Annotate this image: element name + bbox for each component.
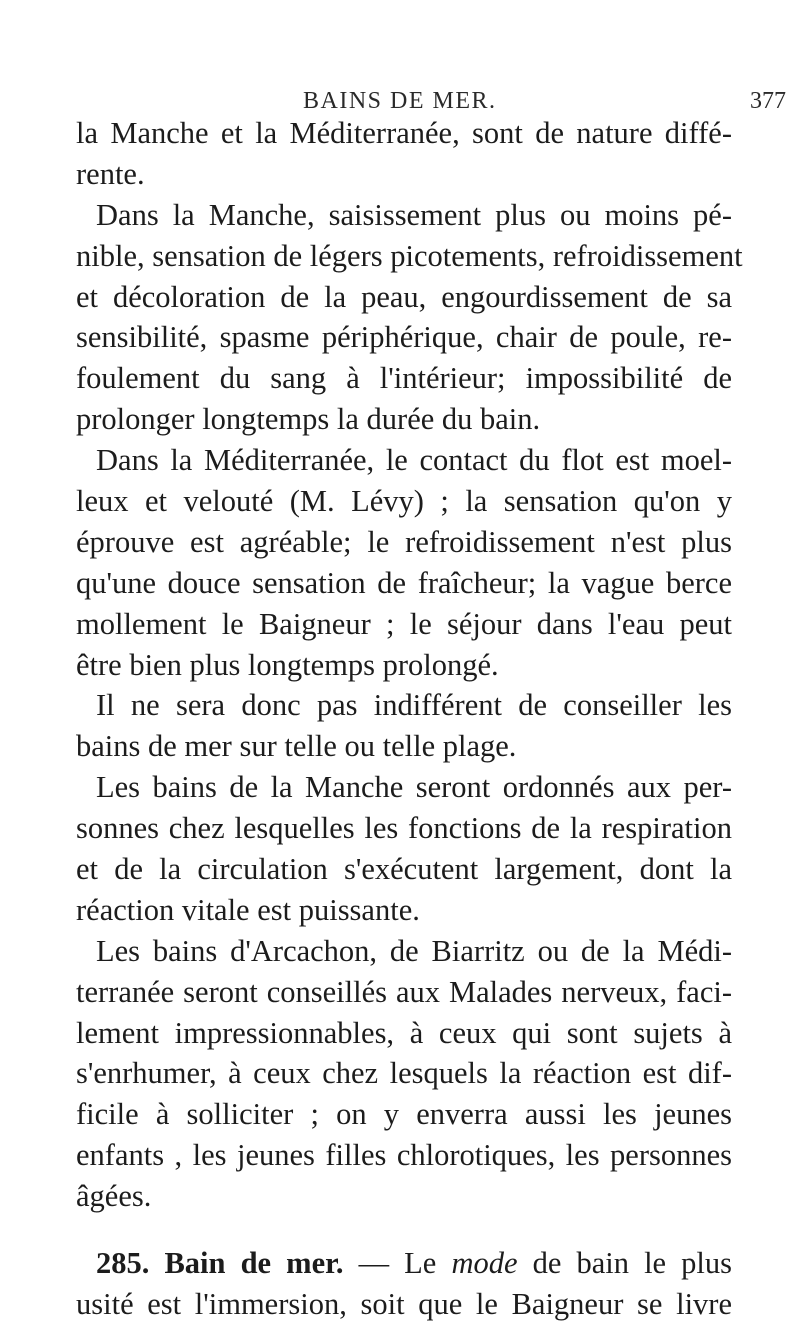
text-line: réaction vitale est puissante. bbox=[76, 892, 420, 927]
text-line: rente. bbox=[76, 156, 145, 191]
text-line: qu'une douce sensation de fraîcheur; la vague berce bbox=[76, 565, 732, 600]
text-line: Dans la Méditerranée, le contact du flot est moel- bbox=[96, 443, 732, 478]
text-line: être bien plus longtemps prolongé. bbox=[76, 647, 499, 682]
text-line: s'enrhumer, à ceux chez lesquels la réaction est dif- bbox=[76, 1056, 732, 1091]
text-line: et de la circulation s'exécutent largement, dont la bbox=[76, 852, 732, 887]
text-line: et décoloration de la peau, engourdissement de sa bbox=[76, 279, 732, 314]
text-line: leux et velouté (M. Lévy) ; la sensation qu'on y bbox=[76, 484, 732, 519]
section-dash: — bbox=[358, 1246, 390, 1281]
text-line: lement impressionnables, à ceux qui sont sujets à bbox=[76, 1015, 732, 1050]
text-line: la Manche et la Méditerranée, sont de nature diffé- bbox=[76, 116, 732, 150]
text-line: usité est l'immersion, soit que le Baigneur se livre bbox=[76, 1286, 732, 1321]
text-line: nible, sensation de légers picotements, refroidissement bbox=[76, 238, 743, 273]
text-line: terranée seront conseillés aux Malades nerveux, faci- bbox=[76, 974, 732, 1009]
body-text bbox=[76, 113, 743, 1325]
section-number: 285. bbox=[96, 1246, 150, 1281]
text-line: Dans la Manche, saisissement plus ou moins pé- bbox=[96, 197, 732, 232]
text-line: foulement du sang à l'intérieur; impossibilité de bbox=[76, 361, 732, 396]
page-number: 377 bbox=[750, 88, 786, 114]
running-title: BAINS DE MER. bbox=[303, 88, 497, 114]
text-line: Les bains de la Manche seront ordonnés aux per- bbox=[96, 770, 732, 805]
text-line: bains de mer sur telle ou telle plage. bbox=[76, 729, 517, 764]
section-italic-word: mode bbox=[451, 1246, 518, 1281]
section-rest: de bain le plus bbox=[532, 1246, 733, 1281]
text-line: mollement le Baigneur ; le séjour dans l'eau peut bbox=[76, 606, 732, 641]
text-line: ficile à solliciter ; on y enverra aussi les jeunes bbox=[76, 1097, 732, 1132]
section-prefix: Le bbox=[404, 1246, 437, 1281]
text-line: Les bains d'Arcachon, de Biarritz ou de la Médi- bbox=[96, 933, 732, 968]
text-line: Il ne sera donc pas indifférent de conseiller les bbox=[96, 688, 732, 723]
text-line: éprouve est agréable; le refroidissement n'est plus bbox=[76, 524, 732, 559]
text-line: prolonger longtemps la durée du bain. bbox=[76, 402, 541, 437]
text-line: sonnes chez lesquelles les fonctions de la respiration bbox=[76, 811, 732, 846]
text-line: sensibilité, spasme périphérique, chair de poule, re- bbox=[76, 320, 732, 355]
text-line: âgées. bbox=[76, 1179, 152, 1214]
section-gap bbox=[76, 1217, 732, 1243]
text-line: enfants , les jeunes filles chlorotiques, les personnes bbox=[76, 1138, 732, 1173]
section-title: Bain de mer. bbox=[164, 1246, 344, 1281]
section-heading-line bbox=[76, 1243, 732, 1284]
